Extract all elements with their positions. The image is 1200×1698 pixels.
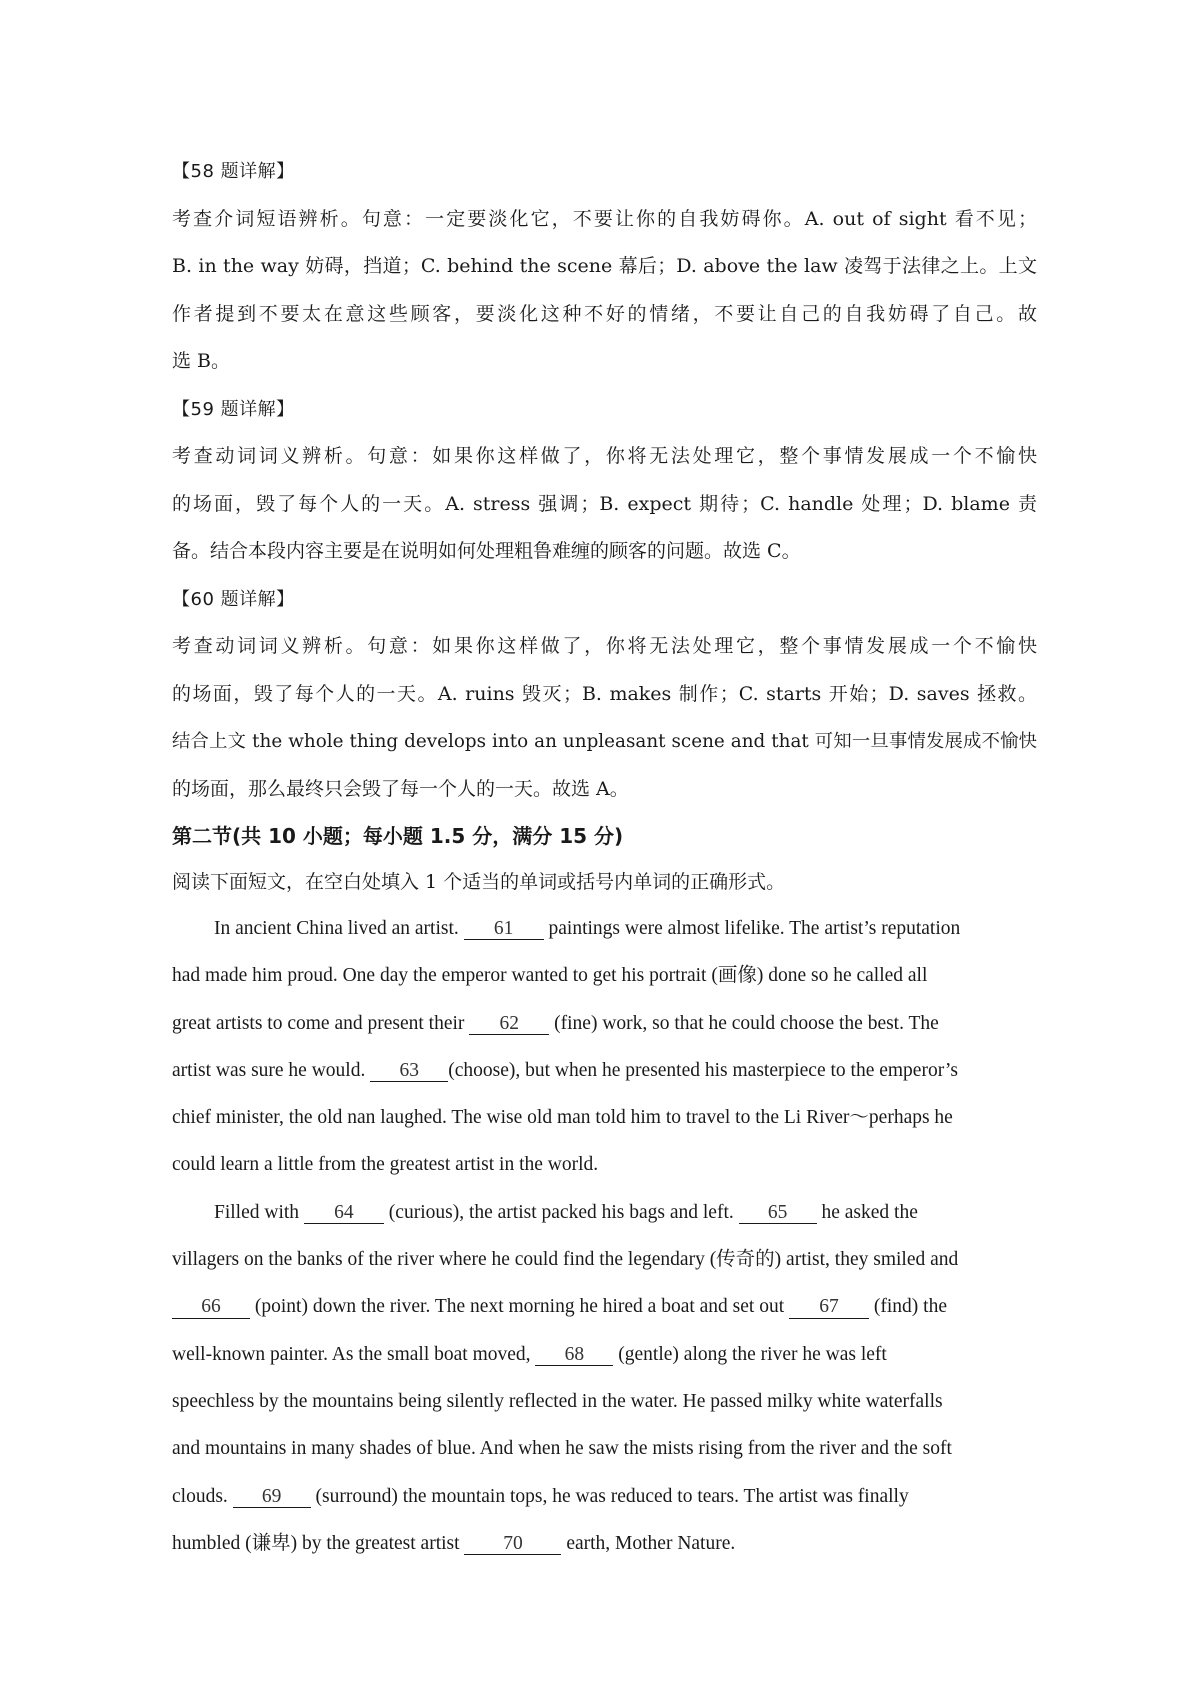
blank-69: 69 — [233, 1486, 311, 1508]
explanation-line: 考查动词词义辨析。句意：如果你这样做了，你将无法处理它，整个事情发展成一个不愉快 — [172, 635, 1037, 657]
passage-line — [172, 1189, 1037, 1236]
blank-65: 65 — [739, 1202, 817, 1224]
passage-text: he asked the — [816, 1201, 918, 1223]
explanation-line: B. in the way 妨碍，挡道；C. behind the scene 幕后；D. above the law 凌驾于法律之上。上文 — [172, 255, 1037, 277]
passage-line — [172, 1520, 1037, 1567]
passage-text: well-known painter. As the small boat moved, — [172, 1343, 536, 1365]
explanation-line: 结合上文 the whole thing develops into an unpleasant scene and that 可知一旦事情发展成不愉快 — [172, 731, 1037, 752]
explanation-line: 的场面，毁了每个人的一天。A. stress 强调；B. expect 期待；C. handle 处理；D. blame 责 — [172, 492, 1037, 515]
explanation-heading: 【59 题详解】 — [172, 398, 295, 420]
document-page — [172, 148, 1037, 1567]
blank-61: 61 — [464, 918, 544, 940]
explanation-heading: 【58 题详解】 — [172, 161, 295, 182]
explanation-58 — [172, 148, 1037, 386]
passage-text: Filled with — [214, 1201, 304, 1223]
passage-text: great artists to come and present their — [172, 1012, 470, 1034]
passage-text: clouds. — [172, 1485, 233, 1507]
passage-text: In ancient China lived an artist. — [214, 918, 464, 939]
blank-68: 68 — [535, 1344, 613, 1366]
blank-70: 70 — [464, 1533, 561, 1555]
explanation-59 — [172, 386, 1037, 576]
explanation-line: 考查介词短语辨析。句意：一定要淡化它，不要让你的自我妨碍你。A. out of sight 看不见； — [172, 207, 1037, 230]
passage-text: earth, Mother Nature. — [561, 1532, 736, 1554]
passage-line — [172, 1331, 1037, 1378]
explanation-line: 的场面，那么最终只会毁了每一个人的一天。故选 A。 — [172, 777, 629, 800]
explanation-line: 备。结合本段内容主要是在说明如何处理粗鲁难缠的顾客的问题。故选 C。 — [172, 540, 801, 562]
blank-62: 62 — [469, 1013, 549, 1035]
passage-text: (gentle) along the river he was left — [613, 1343, 887, 1365]
passage — [172, 905, 1037, 1567]
blank-63: 63 — [370, 1060, 448, 1082]
blank-66: 66 — [172, 1296, 250, 1318]
blank-67: 67 — [789, 1296, 869, 1318]
passage-line — [172, 1473, 1037, 1520]
explanation-60 — [172, 576, 1037, 814]
passage-text: artist was sure he would. — [172, 1059, 371, 1081]
passage-line — [172, 1283, 1037, 1330]
passage-text: (fine) work, so that he could choose the best. The — [549, 1012, 939, 1034]
blank-64: 64 — [304, 1202, 384, 1224]
explanation-line: 作者提到不要太在意这些顾客，要淡化这种不好的情绪，不要让自己的自我妨碍了自己。故 — [172, 302, 1037, 325]
explanation-line: 的场面，毁了每个人的一天。A. ruins 毁灭；B. makes 制作；C. starts 开始；D. saves 拯救。 — [172, 682, 1037, 705]
passage-text: (surround) the mountain tops, he was reduced to tears. The artist was finally — [310, 1485, 909, 1507]
passage-text: (curious), the artist packed his bags and left. — [383, 1201, 739, 1223]
explanation-heading: 【60 题详解】 — [172, 588, 295, 610]
passage-line: could learn a little from the greatest artist in the world. — [172, 1154, 599, 1176]
passage-line: chief minister, the old nan laughed. The wise old man told him to travel to the Li River～perhaps he — [172, 1107, 953, 1129]
passage-line — [172, 1000, 1037, 1047]
passage-line: villagers on the banks of the river where he could find the legendary (传奇的) artist, they smiled and — [172, 1249, 959, 1271]
explanation-line: 选 B。 — [172, 350, 231, 372]
passage-line — [172, 905, 1037, 952]
passage-text: (find) the — [869, 1296, 947, 1318]
passage-text: humbled (谦卑) by the greatest artist — [172, 1532, 465, 1554]
passage-text: (choose), but when he presented his masterpiece to the emperor’s — [448, 1059, 958, 1081]
passage-line — [172, 1047, 1037, 1094]
passage-text: paintings were almost lifelike. The artist’s reputation — [543, 918, 961, 939]
passage-line: speechless by the mountains being silently reflected in the water. He passed milky white waterfalls — [172, 1390, 943, 1412]
explanation-line: 考查动词词义辨析。句意：如果你这样做了，你将无法处理它，整个事情发展成一个不愉快 — [172, 445, 1037, 467]
passage-line: and mountains in many shades of blue. And when he saw the mists rising from the river and the soft — [172, 1438, 952, 1460]
passage-line: had made him proud. One day the emperor wanted to get his portrait (画像) done so he called all — [172, 965, 928, 987]
passage-text: (point) down the river. The next morning he hired a boat and set out — [250, 1296, 790, 1318]
section-instruction: 阅读下面短文，在空白处填入 1 个适当的单词或括号内单词的正确形式。 — [172, 871, 786, 893]
section-title: 第二节(共 10 小题；每小题 1.5 分，满分 15 分) — [172, 824, 624, 848]
